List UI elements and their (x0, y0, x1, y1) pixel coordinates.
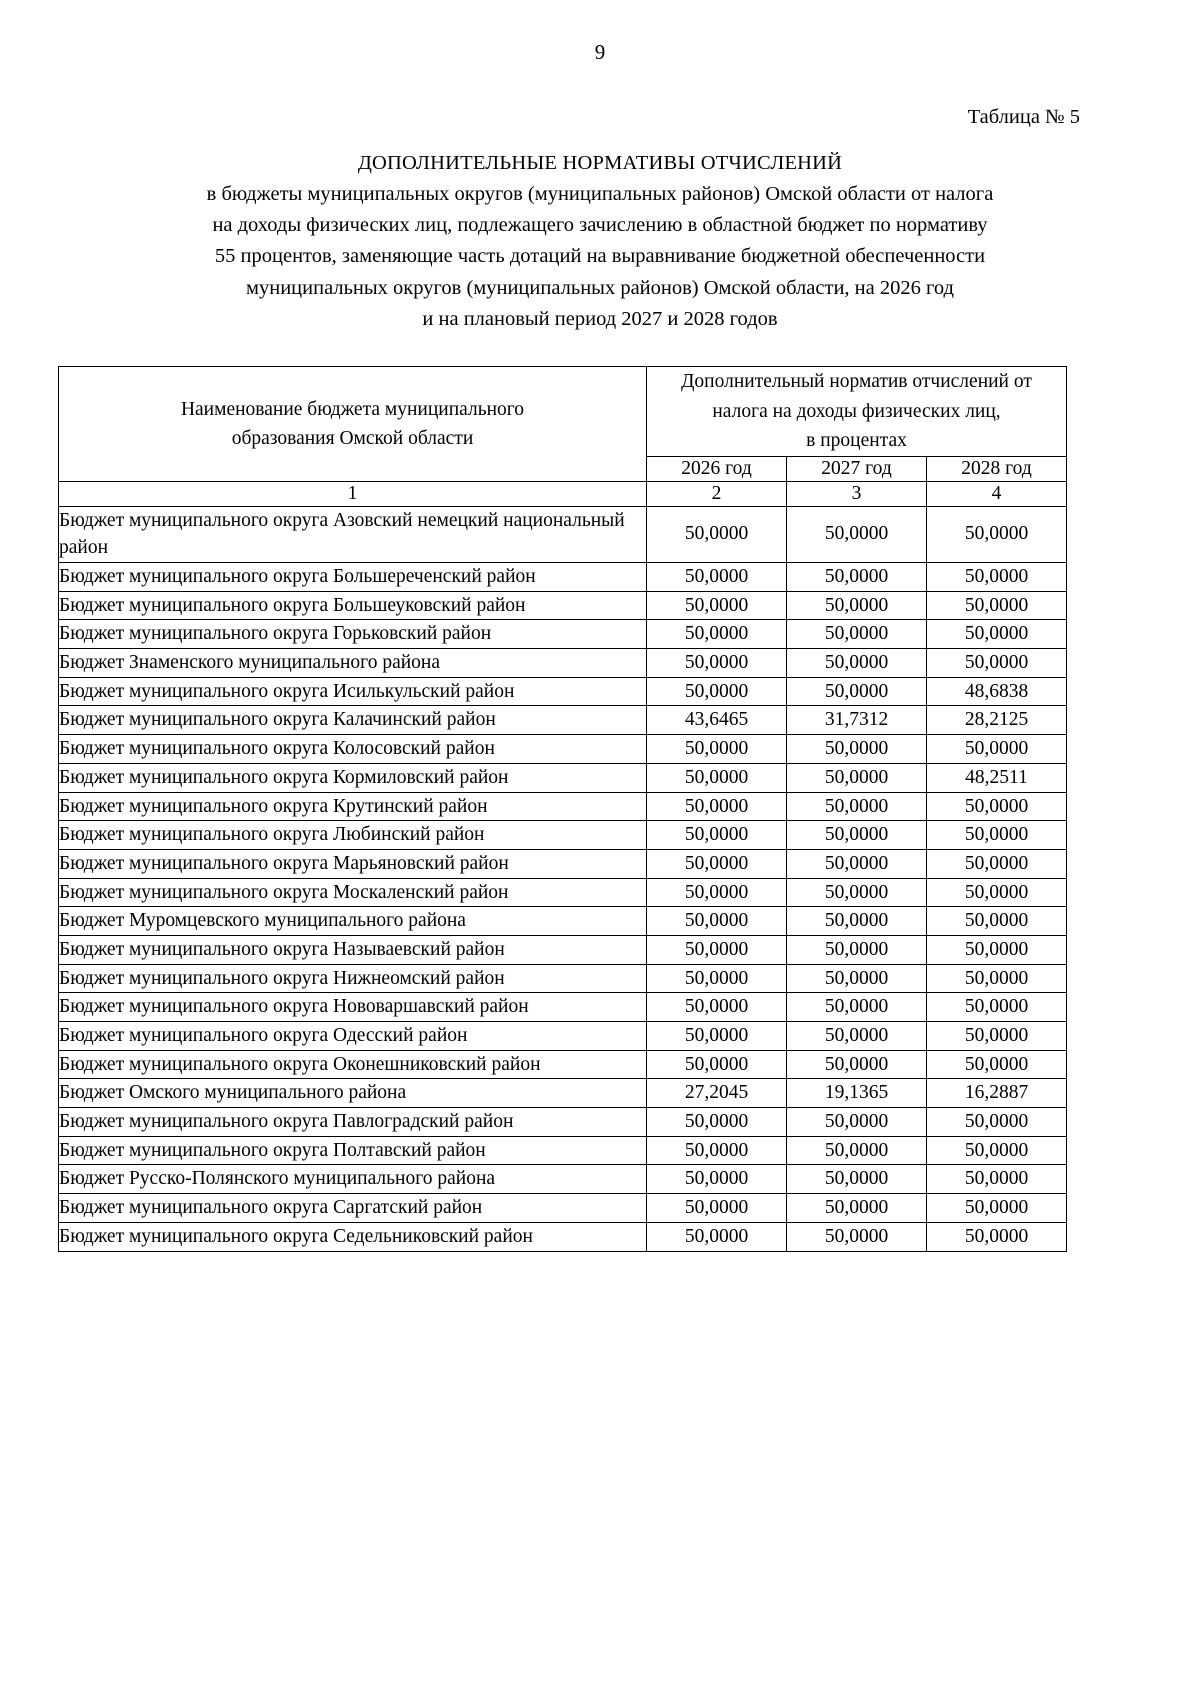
table-row (59, 1194, 1067, 1223)
header-name-line-2: образования Омской области (231, 428, 474, 450)
cell-norm-2028: 50,0000 (927, 1022, 1067, 1051)
cell-norm-2028: 50,0000 (927, 1165, 1067, 1194)
table-row (59, 993, 1067, 1022)
cell-norm-2026: 50,0000 (647, 792, 787, 821)
heading-line-2: на доходы физических лиц, подлежащего зачислению в областной бюджет по нормативу (212, 214, 988, 237)
cell-norm-2026: 50,0000 (647, 1050, 787, 1079)
cell-budget-name: Бюджет Омского муниципального района (59, 1079, 647, 1108)
header-group-line-2: налога на доходы физических лиц, (712, 400, 1001, 422)
table-row (59, 878, 1067, 907)
cell-norm-2028: 48,2511 (927, 763, 1067, 792)
cell-norm-2027: 50,0000 (787, 1050, 927, 1079)
cell-norm-2027: 50,0000 (787, 1222, 927, 1251)
cell-norm-2028: 50,0000 (927, 849, 1067, 878)
cell-norm-2027: 50,0000 (787, 907, 927, 936)
cell-norm-2026: 50,0000 (647, 1222, 787, 1251)
cell-budget-name: Бюджет муниципального округа Исилькульский район (59, 677, 647, 706)
cell-norm-2026: 27,2045 (647, 1079, 787, 1108)
cell-norm-2028: 50,0000 (927, 935, 1067, 964)
table-row (59, 763, 1067, 792)
cell-norm-2026: 50,0000 (647, 964, 787, 993)
cell-norm-2028: 50,0000 (927, 792, 1067, 821)
heading-line-4: муниципальных округов (муниципальных районов) Омской области, на 2026 год (246, 276, 954, 299)
cell-norm-2028: 50,0000 (927, 964, 1067, 993)
table-row (59, 591, 1067, 620)
cell-budget-name: Бюджет муниципального округа Седельниковский район (59, 1222, 647, 1251)
cell-norm-2027: 50,0000 (787, 821, 927, 850)
cell-budget-name: Бюджет Русско-Полянского муниципального района (59, 1165, 647, 1194)
header-group-line-3: в процентах (806, 430, 907, 452)
cell-norm-2026: 50,0000 (647, 735, 787, 764)
cell-norm-2027: 50,0000 (787, 993, 927, 1022)
cell-norm-2027: 50,0000 (787, 735, 927, 764)
cell-norm-2027: 50,0000 (787, 1136, 927, 1165)
cell-norm-2026: 50,0000 (647, 878, 787, 907)
cell-norm-2028: 50,0000 (927, 506, 1067, 562)
header-year-2028: 2028 год (927, 456, 1067, 481)
cell-budget-name: Бюджет муниципального округа Москаленский район (59, 878, 647, 907)
table-row (59, 1165, 1067, 1194)
heading-line-5: и на плановый период 2027 и 2028 годов (422, 307, 778, 330)
cell-norm-2026: 50,0000 (647, 1108, 787, 1137)
cell-budget-name: Бюджет муниципального округа Колосовский район (59, 735, 647, 764)
cell-norm-2027: 50,0000 (787, 506, 927, 562)
cell-norm-2027: 50,0000 (787, 1022, 927, 1051)
cell-norm-2028: 50,0000 (927, 821, 1067, 850)
header-year-2027: 2027 год (787, 456, 927, 481)
cell-budget-name: Бюджет муниципального округа Кормиловский район (59, 763, 647, 792)
cell-budget-name: Бюджет муниципального округа Оконешниковский район (59, 1050, 647, 1079)
cell-norm-2027: 50,0000 (787, 964, 927, 993)
cell-budget-name: Бюджет муниципального округа Большеуковский район (59, 591, 647, 620)
cell-budget-name: Бюджет Муромцевского муниципального района (59, 907, 647, 936)
cell-norm-2027: 50,0000 (787, 1108, 927, 1137)
cell-norm-2027: 50,0000 (787, 1194, 927, 1223)
cell-norm-2026: 50,0000 (647, 563, 787, 592)
cell-budget-name: Бюджет муниципального округа Нововаршавский район (59, 993, 647, 1022)
cell-norm-2026: 50,0000 (647, 1022, 787, 1051)
cell-norm-2028: 50,0000 (927, 1136, 1067, 1165)
cell-budget-name: Бюджет муниципального округа Крутинский район (59, 792, 647, 821)
table-row (59, 849, 1067, 878)
cell-norm-2028: 50,0000 (927, 620, 1067, 649)
table-row (59, 964, 1067, 993)
header-year-2026: 2026 год (647, 456, 787, 481)
cell-budget-name: Бюджет муниципального округа Марьяновский район (59, 849, 647, 878)
cell-norm-2027: 50,0000 (787, 763, 927, 792)
header-group-column (647, 367, 1067, 457)
cell-norm-2027: 50,0000 (787, 649, 927, 678)
table-row (59, 1050, 1067, 1079)
table-body (59, 506, 1067, 1251)
cell-norm-2026: 50,0000 (647, 763, 787, 792)
table-row (59, 1108, 1067, 1137)
cell-budget-name: Бюджет муниципального округа Азовский немецкий национальный район (59, 506, 647, 562)
cell-norm-2027: 50,0000 (787, 878, 927, 907)
document-heading (120, 150, 1080, 335)
cell-norm-2026: 50,0000 (647, 1136, 787, 1165)
cell-norm-2026: 50,0000 (647, 1194, 787, 1223)
cell-norm-2028: 50,0000 (927, 1108, 1067, 1137)
column-number-3: 3 (787, 482, 927, 506)
cell-norm-2027: 31,7312 (787, 706, 927, 735)
cell-norm-2028: 50,0000 (927, 1050, 1067, 1079)
page-title: ДОПОЛНИТЕЛЬНЫЕ НОРМАТИВЫ ОТЧИСЛЕНИЙ (357, 152, 843, 174)
cell-budget-name: Бюджет муниципального округа Горьковский район (59, 620, 647, 649)
cell-norm-2026: 50,0000 (647, 821, 787, 850)
table-number-label: Таблица № 5 (967, 106, 1080, 128)
cell-norm-2028: 16,2887 (927, 1079, 1067, 1108)
cell-norm-2028: 50,0000 (927, 649, 1067, 678)
column-number-1: 1 (59, 482, 647, 506)
table-row (59, 907, 1067, 936)
cell-norm-2026: 50,0000 (647, 591, 787, 620)
table-header-row-main (59, 367, 1067, 457)
additional-norms-table (58, 366, 1067, 1252)
cell-norm-2027: 50,0000 (787, 677, 927, 706)
table-column-numbering-row (59, 482, 1067, 506)
table-row (59, 563, 1067, 592)
table-row (59, 649, 1067, 678)
cell-budget-name: Бюджет муниципального округа Полтавский район (59, 1136, 647, 1165)
cell-norm-2026: 50,0000 (647, 849, 787, 878)
cell-norm-2026: 50,0000 (647, 677, 787, 706)
cell-norm-2027: 50,0000 (787, 792, 927, 821)
heading-line-3: 55 процентов, заменяющие часть дотаций на выравнивание бюджетной обеспеченности (214, 245, 986, 268)
column-number-4: 4 (927, 482, 1067, 506)
table-row (59, 1079, 1067, 1108)
table-header (59, 367, 1067, 507)
cell-norm-2026: 43,6465 (647, 706, 787, 735)
cell-budget-name: Бюджет муниципального округа Калачинский район (59, 706, 647, 735)
cell-norm-2026: 50,0000 (647, 935, 787, 964)
cell-norm-2027: 19,1365 (787, 1079, 927, 1108)
table-row (59, 677, 1067, 706)
header-name-line-1: Наименование бюджета муниципального (180, 398, 525, 420)
column-number-2: 2 (647, 482, 787, 506)
cell-norm-2026: 50,0000 (647, 649, 787, 678)
cell-norm-2028: 50,0000 (927, 907, 1067, 936)
cell-budget-name: Бюджет муниципального округа Большереченский район (59, 563, 647, 592)
cell-norm-2027: 50,0000 (787, 620, 927, 649)
table-row (59, 1136, 1067, 1165)
cell-budget-name: Бюджет муниципального округа Любинский район (59, 821, 647, 850)
cell-norm-2028: 50,0000 (927, 878, 1067, 907)
table-row (59, 1022, 1067, 1051)
cell-norm-2028: 50,0000 (927, 1222, 1067, 1251)
table-row (59, 1222, 1067, 1251)
cell-norm-2027: 50,0000 (787, 935, 927, 964)
cell-norm-2026: 50,0000 (647, 907, 787, 936)
cell-norm-2028: 28,2125 (927, 706, 1067, 735)
cell-norm-2027: 50,0000 (787, 591, 927, 620)
table-row (59, 706, 1067, 735)
cell-norm-2027: 50,0000 (787, 563, 927, 592)
heading-line-1: в бюджеты муниципальных округов (муниципальных районов) Омской области от налога (206, 183, 994, 206)
cell-budget-name: Бюджет муниципального округа Нижнеомский район (59, 964, 647, 993)
cell-norm-2028: 50,0000 (927, 1194, 1067, 1223)
cell-norm-2026: 50,0000 (647, 506, 787, 562)
cell-norm-2028: 50,0000 (927, 993, 1067, 1022)
cell-norm-2026: 50,0000 (647, 620, 787, 649)
table-row (59, 735, 1067, 764)
table-row (59, 506, 1067, 562)
header-group-line-1: Дополнительный норматив отчислений от (681, 371, 1032, 392)
cell-norm-2028: 50,0000 (927, 563, 1067, 592)
header-name-column (59, 367, 647, 482)
cell-budget-name: Бюджет муниципального округа Называевский район (59, 935, 647, 964)
cell-norm-2028: 48,6838 (927, 677, 1067, 706)
cell-norm-2028: 50,0000 (927, 735, 1067, 764)
cell-budget-name: Бюджет муниципального округа Одесский район (59, 1022, 647, 1051)
norms-table-wrapper (58, 366, 1066, 1252)
table-row (59, 935, 1067, 964)
cell-budget-name: Бюджет муниципального округа Саргатский район (59, 1194, 647, 1223)
table-row (59, 792, 1067, 821)
table-row (59, 821, 1067, 850)
cell-budget-name: Бюджет Знаменского муниципального района (59, 649, 647, 678)
cell-budget-name: Бюджет муниципального округа Павлоградский район (59, 1108, 647, 1137)
table-row (59, 620, 1067, 649)
cell-norm-2026: 50,0000 (647, 1165, 787, 1194)
cell-norm-2026: 50,0000 (647, 993, 787, 1022)
cell-norm-2028: 50,0000 (927, 591, 1067, 620)
cell-norm-2027: 50,0000 (787, 849, 927, 878)
page-number: 9 (594, 40, 606, 64)
cell-norm-2027: 50,0000 (787, 1165, 927, 1194)
